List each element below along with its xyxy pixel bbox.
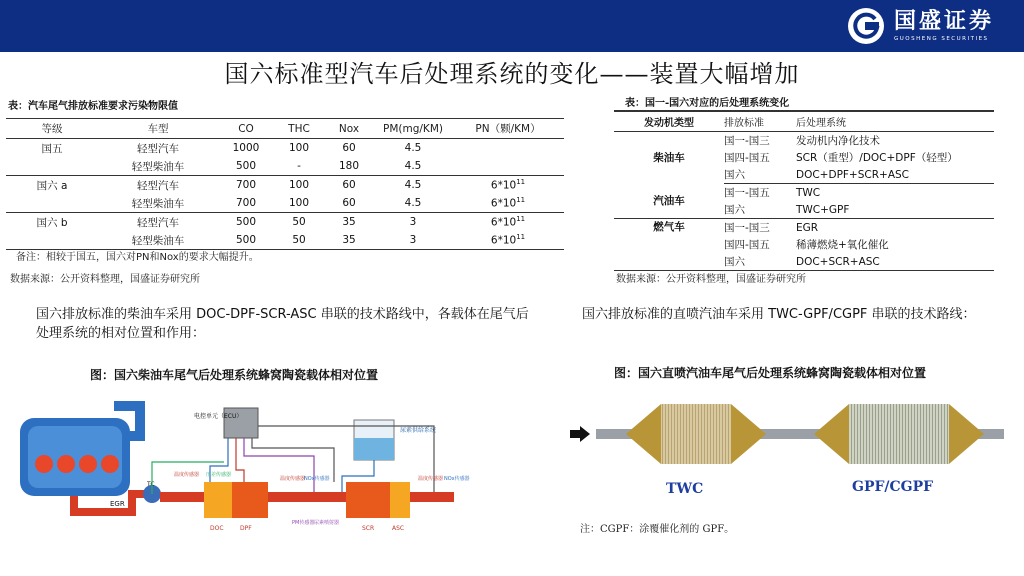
table1-header: PM(mg/KM) (374, 119, 452, 139)
table-cell: 国四-国五 (724, 152, 770, 164)
tank-label: 尿素供给系统 (400, 427, 437, 434)
table2-header: 排放标准 (724, 111, 796, 132)
table-cell: 35 (342, 216, 356, 228)
table-row (6, 157, 564, 176)
sensor-label: 温度传感器 (280, 476, 306, 482)
cylinder-icon (35, 455, 53, 473)
table-cell: 50 (292, 216, 306, 228)
doc-label: DOC (210, 525, 224, 532)
table-cell: 500 (218, 231, 274, 250)
cgpf-note: 注：CGPF：涂覆催化剂的 GPF。 (580, 524, 735, 535)
brand-subtitle: GUOSHENG SECURITIES (893, 35, 989, 42)
table2-source: 数据来源：公开资料整理，国盛证券研究所 (616, 274, 806, 285)
table-row (614, 132, 994, 150)
table-cell: 50 (274, 231, 324, 250)
table-cell: 100 (288, 142, 310, 154)
table-cell: 国六 a (36, 179, 68, 192)
pn-exponent: 11 (516, 196, 526, 205)
gasoline-aftertreatment-diagram (566, 396, 1006, 506)
pn-exponent: 11 (516, 233, 526, 242)
asc-label: ASC (392, 525, 405, 532)
twc-label: TWC (666, 481, 704, 497)
table-cell: 4.5 (404, 179, 422, 191)
group-label: 汽油车 (614, 184, 724, 219)
table-cell: 100 (288, 179, 310, 191)
sensor-label: 压差传感器 (206, 472, 232, 478)
pn-base: 6*10 (490, 216, 517, 229)
table-cell (6, 231, 98, 250)
table-cell: TWC (796, 186, 821, 199)
aftertreatment-table (614, 110, 994, 271)
table-cell: 1000 (232, 142, 260, 154)
table-cell: 发动机内净化技术 (796, 135, 880, 147)
left-paragraph: 国六排放标准的柴油车采用 DOC-DPF-SCR-ASC 串联的技术路线中，各载体在尾气后处理系统的相对位置和作用： (36, 307, 529, 341)
table-cell: 国六 (724, 166, 796, 184)
table-cell: 轻型柴油车 (98, 231, 218, 250)
brand-name: 国盛证券 (893, 8, 994, 34)
table-cell (452, 176, 564, 195)
urea-level (354, 438, 394, 460)
table1-caption: 表：汽车尾气排放标准要求污染物限值 (8, 101, 178, 112)
pn-base: 6*10 (490, 197, 517, 210)
table-cell: 35 (324, 231, 374, 250)
table-cell: 4.5 (374, 157, 452, 176)
table-cell: 国六 (724, 253, 796, 271)
table-cell: 国一-国五 (724, 187, 770, 199)
table1-header: Nox (324, 119, 374, 139)
table1-source: 数据来源：公开资料整理，国盛证券研究所 (10, 274, 200, 285)
group-label: 柴油车 (653, 152, 685, 165)
dpf-label: DPF (240, 525, 252, 532)
sensor-label: PM传感器 (292, 520, 315, 526)
table-cell: 700 (218, 194, 274, 213)
table-cell: 700 (235, 179, 257, 191)
diesel-aftertreatment-diagram (14, 396, 484, 546)
right-paragraph: 国六排放标准的直喷汽油车采用 TWC-GPF/CGPF 串联的技术路线： (582, 307, 976, 322)
table-cell: DOC+DPF+SCR+ASC (796, 166, 994, 184)
table1-header: PN（颗/KM） (452, 119, 564, 139)
tc-label: TC (147, 481, 155, 488)
table-cell: - (274, 157, 324, 176)
cylinder-icon (57, 455, 75, 473)
emission-limits-table (6, 118, 564, 250)
gpf-label: GPF/CGPF (852, 479, 934, 495)
scr-block (346, 482, 390, 518)
pn-base: 6*10 (490, 179, 517, 192)
table-cell: 国一-国三 (724, 135, 770, 147)
sensor-label: NOx传感器 (444, 476, 470, 482)
table-cell: 国一-国三 (724, 222, 770, 234)
table-cell: 4.5 (404, 142, 422, 154)
table-cell: SCR（重型）/DOC+DPF（轻型） (796, 152, 958, 164)
pn-base: 6*10 (490, 234, 517, 247)
table-cell: 轻型汽车 (137, 179, 179, 192)
table-cell: 国四-国五 (724, 239, 770, 251)
table-cell: 60 (342, 179, 356, 191)
group-label: 燃气车 (614, 219, 724, 271)
pn-exponent: 11 (516, 215, 526, 224)
table-cell (452, 139, 564, 158)
table-cell: DOC+SCR+ASC (796, 253, 994, 271)
table-cell: 500 (218, 157, 274, 176)
table-cell: EGR (796, 221, 819, 234)
sensor-label: 尿素喷射器 (314, 520, 340, 526)
table-row (6, 176, 564, 195)
table-cell: 500 (235, 216, 257, 228)
table1-header: THC (274, 119, 324, 139)
table-cell (452, 213, 564, 232)
table-cell: 轻型汽车 (137, 216, 179, 229)
table1-header-row (6, 119, 564, 139)
brand-logo-icon (846, 6, 886, 46)
table-cell (6, 157, 98, 176)
table2-caption: 表：国一-国六对应的后处理系统变化 (625, 98, 790, 109)
table-cell: 国六 b (36, 216, 68, 229)
sensor-label: 温度传感器 (174, 472, 200, 478)
table2-header-row (614, 111, 994, 132)
table-cell: 60 (342, 142, 356, 154)
table-row (614, 219, 994, 237)
table-cell: 国五 (41, 142, 63, 155)
sensor-label: 温度传感器 (418, 476, 444, 482)
table-cell: 3 (409, 216, 417, 228)
table-cell: 轻型汽车 (137, 142, 179, 155)
table-row (6, 139, 564, 158)
cylinder-icon (101, 455, 119, 473)
table-cell (6, 194, 98, 213)
flow-arrow-icon (570, 426, 590, 442)
table-cell (452, 157, 564, 176)
asc-block (390, 482, 410, 518)
table-cell: 4.5 (374, 194, 452, 213)
table-cell (452, 194, 564, 213)
twc-core (661, 404, 731, 464)
table1-header: 等级 (6, 119, 98, 139)
table-cell: 100 (274, 194, 324, 213)
table-cell: 3 (374, 231, 452, 250)
table-cell: 轻型柴油车 (98, 194, 218, 213)
brand (846, 6, 994, 46)
pn-exponent: 11 (516, 178, 526, 187)
sensor-label: NOx传感器 (304, 476, 330, 482)
egr-label: EGR (110, 500, 125, 508)
table-cell: 180 (324, 157, 374, 176)
table-cell: 轻型柴油车 (98, 157, 218, 176)
table1-header: CO (218, 119, 274, 139)
page-title: 国六标准型汽车后处理系统的变化——装置大幅增加 (224, 60, 800, 88)
gpf-core (849, 404, 949, 464)
left-figure-caption: 图：国六柴油车尾气后处理系统蜂窝陶瓷载体相对位置 (90, 368, 379, 382)
table-cell: 稀薄燃烧+氧化催化 (796, 239, 889, 251)
right-figure-caption: 图：国六直喷汽油车尾气后处理系统蜂窝陶瓷载体相对位置 (614, 366, 927, 380)
header-bar (0, 0, 1024, 52)
table-row (614, 184, 994, 202)
table2-header: 发动机类型 (614, 111, 724, 132)
table1-note: 备注：相较于国五，国六对PN和Nox的要求大幅提升。 (16, 252, 259, 263)
scr-label: SCR (362, 525, 375, 532)
table-row (6, 194, 564, 213)
table-cell: 国六 (724, 201, 796, 219)
table-row (6, 231, 564, 250)
table-cell: 60 (324, 194, 374, 213)
table2-header: 后处理系统 (796, 111, 994, 132)
table-cell: TWC+GPF (796, 201, 994, 219)
doc-block (204, 482, 232, 518)
table1-header: 车型 (98, 119, 218, 139)
table-cell (452, 231, 564, 250)
cylinder-icon (79, 455, 97, 473)
dpf-block (232, 482, 268, 518)
table-row (6, 213, 564, 232)
ecu-label: 电控单元（ECU） (194, 413, 243, 420)
